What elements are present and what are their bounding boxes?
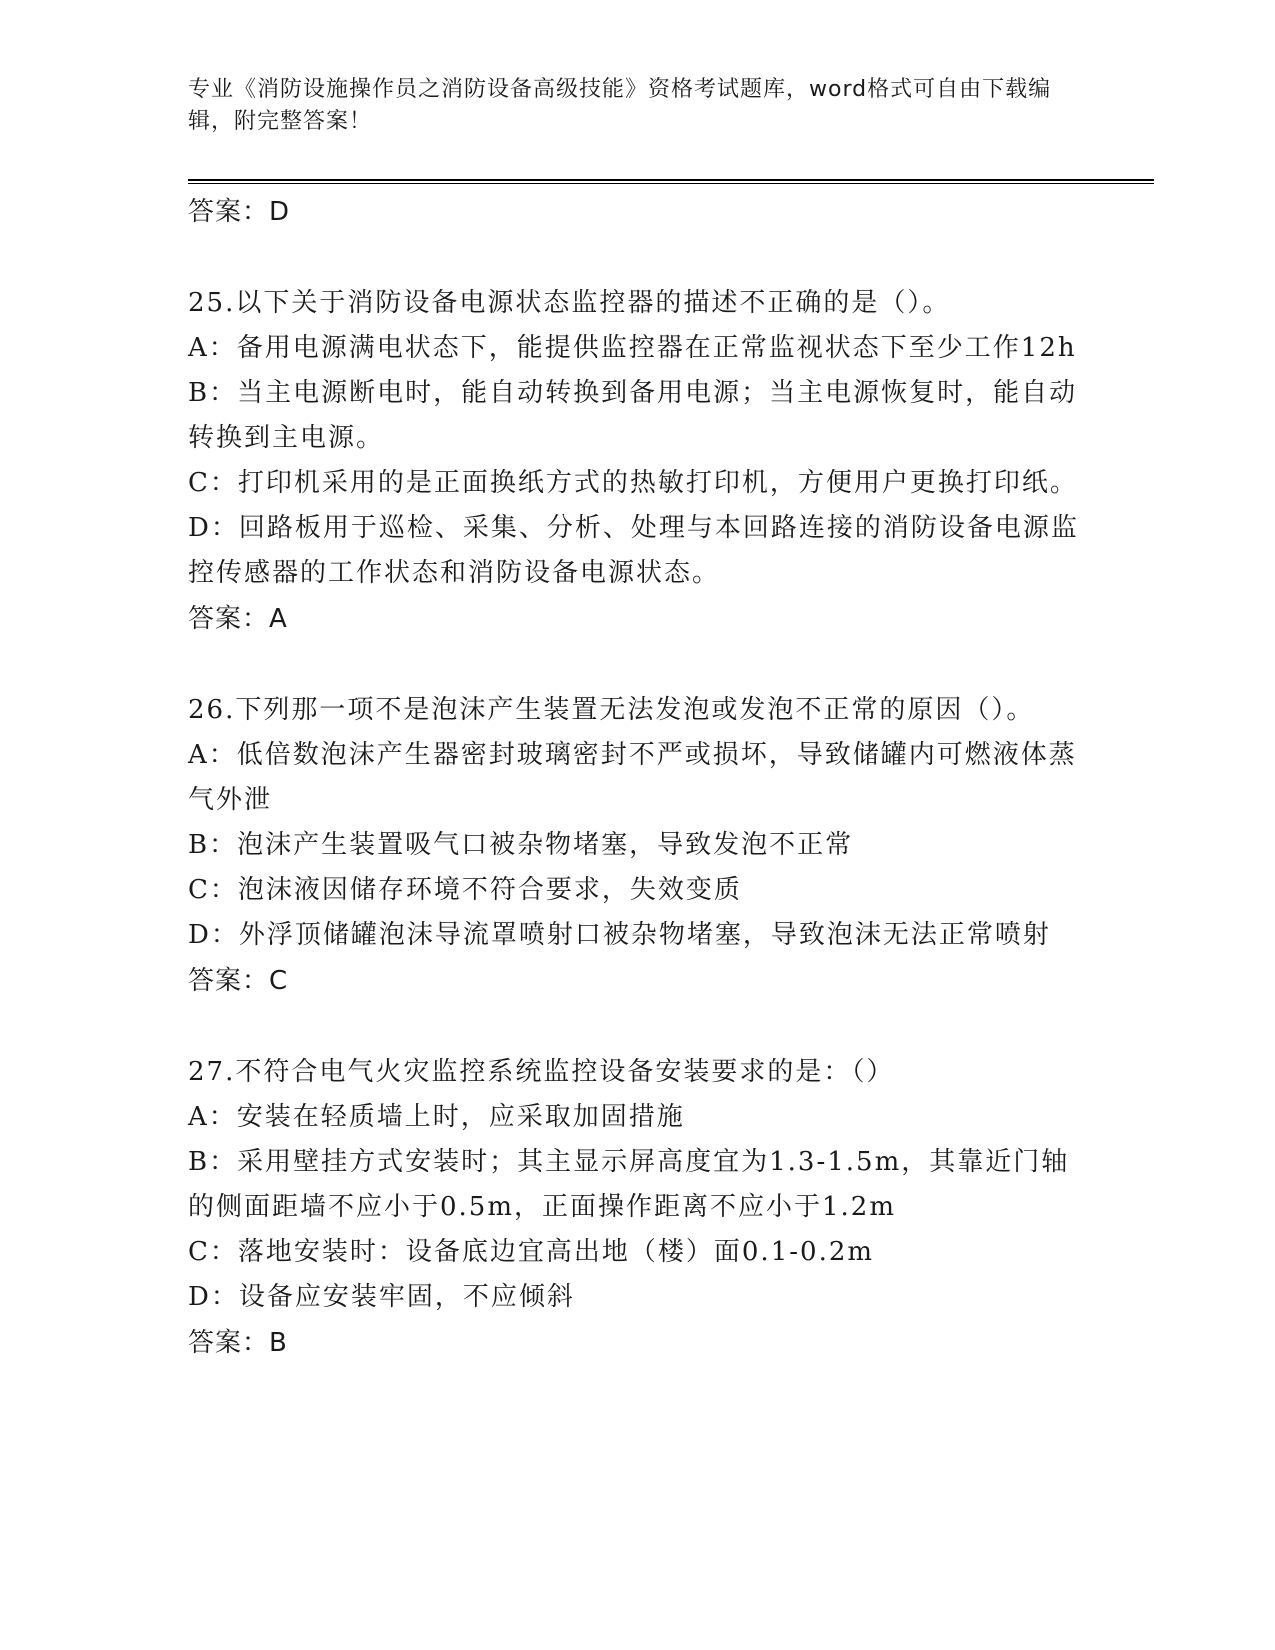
- question-26: [188, 688, 1088, 1004]
- question-stem: 27.不符合电气火灾监控系统监控设备安装要求的是：（）: [188, 1057, 895, 1087]
- option-a: A：安装在轻质墙上时，应采取加固措施: [188, 1102, 685, 1132]
- option-c: C：打印机采用的是正面换纸方式的热敏打印机，方便用户更换打印纸。: [188, 468, 1078, 498]
- question-answer: 答案：B: [188, 1328, 288, 1358]
- header-divider-thin: [188, 183, 1154, 184]
- option-d: D：设备应安装牢固，不应倾斜: [188, 1282, 575, 1312]
- option-d: D：外浮顶储罐泡沫导流罩喷射口被杂物堵塞，导致泡沫无法正常喷射: [188, 920, 1051, 950]
- option-b: B：泡沫产生装置吸气口被杂物堵塞，导致发泡不正常: [188, 830, 854, 860]
- question-25: [188, 281, 1088, 642]
- question-27: [188, 1050, 1088, 1366]
- question-stem: 25.以下关于消防设备电源状态监控器的描述不正确的是（）。: [188, 288, 951, 318]
- question-answer: 答案：C: [188, 966, 289, 996]
- document-header: 专业《消防设施操作员之消防设备高级技能》资格考试题库，word格式可自由下载编辑，附完整答案！: [188, 77, 1052, 134]
- option-b: B：当主电源断电时，能自动转换到备用电源；当主电源恢复时，能自动转换到主电源。: [188, 378, 1078, 453]
- header-divider: [188, 179, 1154, 181]
- option-c: C：泡沫液因储存环境不符合要求，失效变质: [188, 875, 742, 905]
- question-content: [188, 189, 1088, 1366]
- previous-answer: 答案：D: [188, 197, 291, 227]
- option-b: B：采用壁挂方式安装时；其主显示屏高度宜为1.3-1.5m，其靠近门轴的侧面距墙不应小于0.5m，正面操作距离不应小于1.2m: [188, 1147, 1070, 1222]
- option-a: A：备用电源满电状态下，能提供监控器在正常监视状态下至少工作12h: [188, 333, 1077, 363]
- option-d: D：回路板用于巡检、采集、分析、处理与本回路连接的消防设备电源监控传感器的工作状态和消防设备电源状态。: [188, 513, 1079, 588]
- question-stem: 26.下列那一项不是泡沫产生装置无法发泡或发泡不正常的原因（）。: [188, 695, 1035, 725]
- question-answer: 答案：A: [188, 604, 288, 634]
- option-c: C：落地安装时：设备底边宜高出地（楼）面0.1-0.2m: [188, 1237, 875, 1267]
- option-a: A：低倍数泡沫产生器密封玻璃密封不严或损坏，导致储罐内可燃液体蒸气外泄: [188, 740, 1077, 815]
